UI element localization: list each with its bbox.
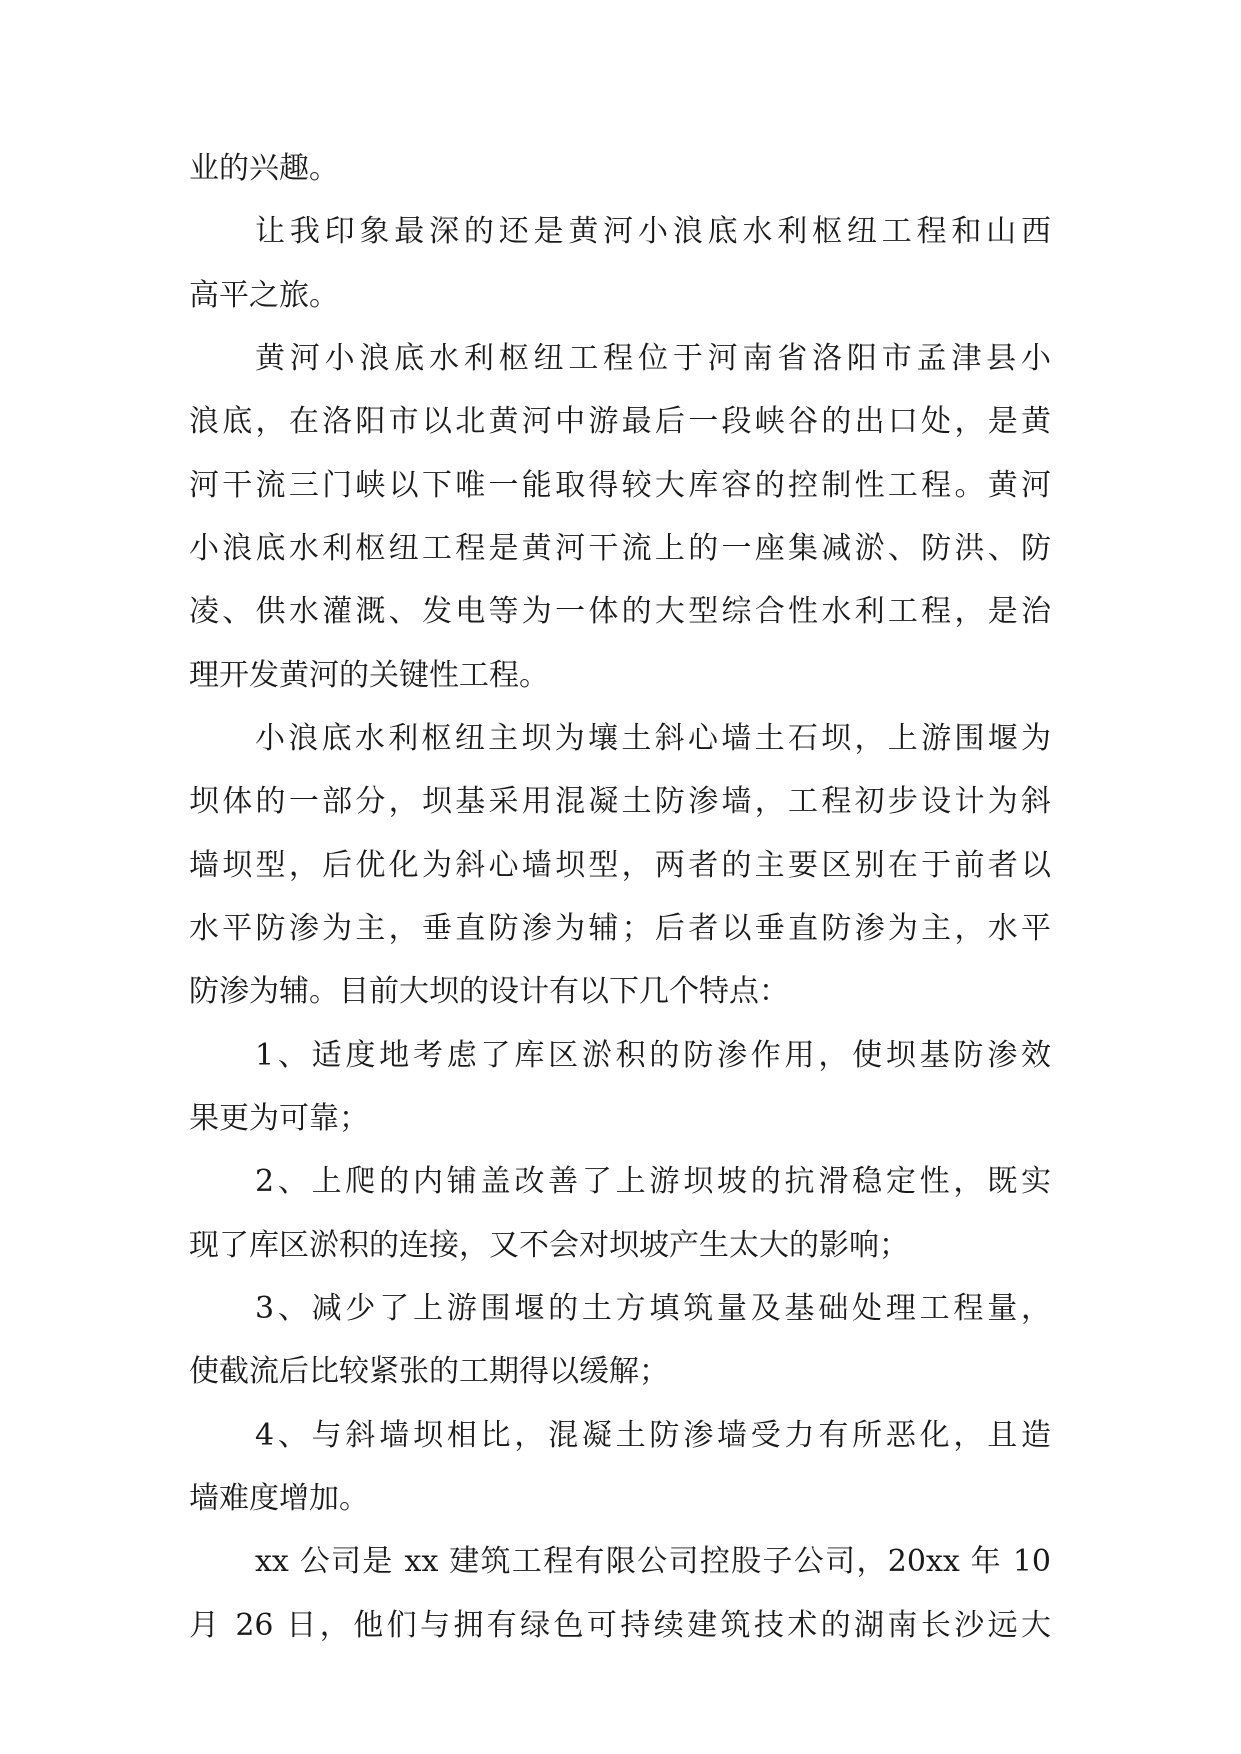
text-line-2: 让我印象最深的还是黄河小浪底水利枢纽工程和山西 bbox=[255, 214, 1051, 249]
text-line-14: 防渗为辅。目前大坝的设计有以下几个特点： bbox=[189, 974, 789, 1009]
text-line-17: 2、上爬的内铺盖改善了上游坝坡的抗滑稳定性，既实 bbox=[255, 1164, 1051, 1199]
text-line-22: 墙难度增加。 bbox=[189, 1481, 369, 1516]
text-line-18: 现了库区淤积的连接，又不会对坝坡产生太大的影响； bbox=[189, 1228, 909, 1263]
text-line-12: 墙坝型，后优化为斜心墙坝型，两者的主要区别在于前者以 bbox=[189, 848, 1051, 883]
text-line-8: 凌、供水灌溉、发电等为一体的大型综合性水利工程，是治 bbox=[189, 594, 1051, 629]
text-line-9: 理开发黄河的关键性工程。 bbox=[189, 658, 549, 693]
text-line-6: 河干流三门峡以下唯一能取得较大库容的控制性工程。黄河 bbox=[189, 468, 1051, 503]
text-line-13: 水平防渗为主，垂直防渗为辅；后者以垂直防渗为主，水平 bbox=[189, 911, 1051, 946]
text-line-20: 使截流后比较紧张的工期得以缓解； bbox=[189, 1354, 669, 1389]
text-line-23: xx 公司是 xx 建筑工程有限公司控股子公司，20xx 年 10 bbox=[255, 1544, 1051, 1579]
text-line-24: 月 26 日，他们与拥有绿色可持续建筑技术的湖南长沙远大 bbox=[189, 1608, 1051, 1643]
text-line-21: 4、与斜墙坝相比，混凝土防渗墙受力有所恶化，且造 bbox=[255, 1418, 1051, 1453]
text-line-10: 小浪底水利枢纽主坝为壤土斜心墙土石坝，上游围堰为 bbox=[255, 721, 1051, 756]
text-line-15: 1、适度地考虑了库区淤积的防渗作用，使坝基防渗效 bbox=[255, 1038, 1051, 1073]
text-line-1: 业的兴趣。 bbox=[189, 151, 339, 186]
text-line-19: 3、减少了上游围堰的土方填筑量及基础处理工程量， bbox=[255, 1291, 1051, 1326]
text-line-16: 果更为可靠； bbox=[189, 1101, 369, 1136]
text-line-4: 黄河小浪底水利枢纽工程位于河南省洛阳市孟津县小 bbox=[255, 341, 1051, 376]
text-line-11: 坝体的一部分，坝基采用混凝土防渗墙，工程初步设计为斜 bbox=[189, 784, 1051, 819]
text-line-7: 小浪底水利枢纽工程是黄河干流上的一座集减淤、防洪、防 bbox=[189, 531, 1051, 566]
text-line-3: 高平之旅。 bbox=[189, 278, 339, 313]
text-line-5: 浪底，在洛阳市以北黄河中游最后一段峡谷的出口处，是黄 bbox=[189, 404, 1051, 439]
